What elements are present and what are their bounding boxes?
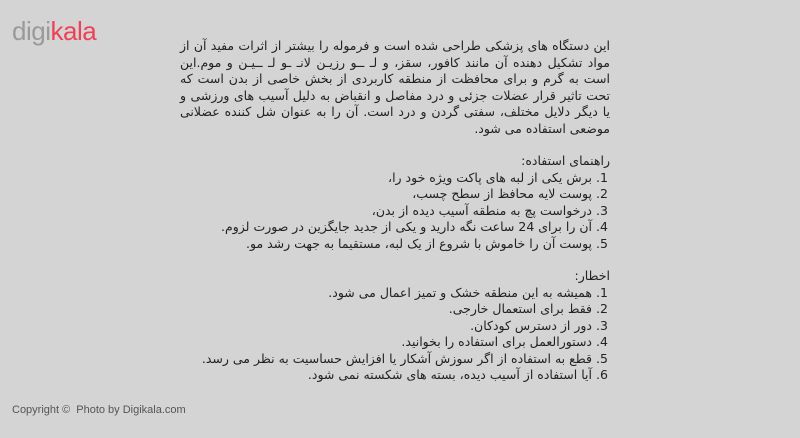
usage-item: 5. پوست آن را خاموش با شروع از یک لبه، مستقیما به جهت رشد مو. bbox=[180, 236, 592, 253]
usage-item: 1. برش یکی از لبه های پاکت ویژه خود را، bbox=[180, 170, 592, 187]
usage-list bbox=[180, 170, 610, 253]
warning-item: 1. همیشه به این منطقه خشک و تمیز اعمال می شود. bbox=[180, 285, 592, 302]
spacer bbox=[180, 252, 610, 268]
warning-item: 6. آیا استفاده از آسیب دیده، بسته های شکسته نمی شود. bbox=[180, 367, 592, 384]
usage-item: 2. پوست لایه محافظ از سطح چسب، bbox=[180, 186, 592, 203]
usage-item: 3. درخواست پچ به منطقه آسیب دیده از بدن، bbox=[180, 203, 592, 220]
warning-title: اخطار: bbox=[574, 268, 610, 283]
warning-list bbox=[180, 285, 610, 384]
intro-paragraph: این دستگاه های پزشکی طراحی شده است و فرموله را بیشتر از اثرات مفید آن از مواد تشکیل دهنده آن مانند کافور، سقز، و لـ ــو رزیـن لانـ ـو لـ ــیـن و موم.این است به گرم و برای محافظت از منطقه کاربردی از بخش خاصی از بدن است که تحت تاثیر قرار عضلات جزئی و درد مفاصل و انقباض به دلیل آسیب های ورزشی و یا دیگر دلایل مختلف، سفتی گردن و درد است. آن را به عنوان شل کننده عضلانی موضعی استفاده می شود. bbox=[180, 38, 610, 136]
product-description bbox=[180, 38, 610, 384]
copyright-text: Copyright © bbox=[12, 404, 71, 416]
credit-text: Photo by Digikala.com bbox=[76, 404, 186, 416]
photo-credit bbox=[12, 404, 186, 416]
logo-text-digi: digi bbox=[12, 16, 51, 46]
digikala-logo bbox=[12, 16, 96, 46]
warning-item: 3. دور از دسترس کودکان. bbox=[180, 318, 592, 335]
logo-text-kala: kala bbox=[50, 16, 97, 46]
warning-item: 2. فقط برای استعمال خارجی. bbox=[180, 301, 592, 318]
usage-title: راهنمای استفاده: bbox=[521, 153, 610, 168]
spacer bbox=[180, 137, 610, 153]
usage-item: 4. آن را برای 24 ساعت نگه دارید و یکی از جدید جایگزین در صورت لزوم. bbox=[180, 219, 592, 236]
warning-item: 4. دستورالعمل برای استفاده را بخوانید. bbox=[180, 334, 592, 351]
warning-item: 5. قطع به استفاده از اگر سوزش آشکار یا افزایش حساسیت به نظر می رسد. bbox=[180, 351, 592, 368]
